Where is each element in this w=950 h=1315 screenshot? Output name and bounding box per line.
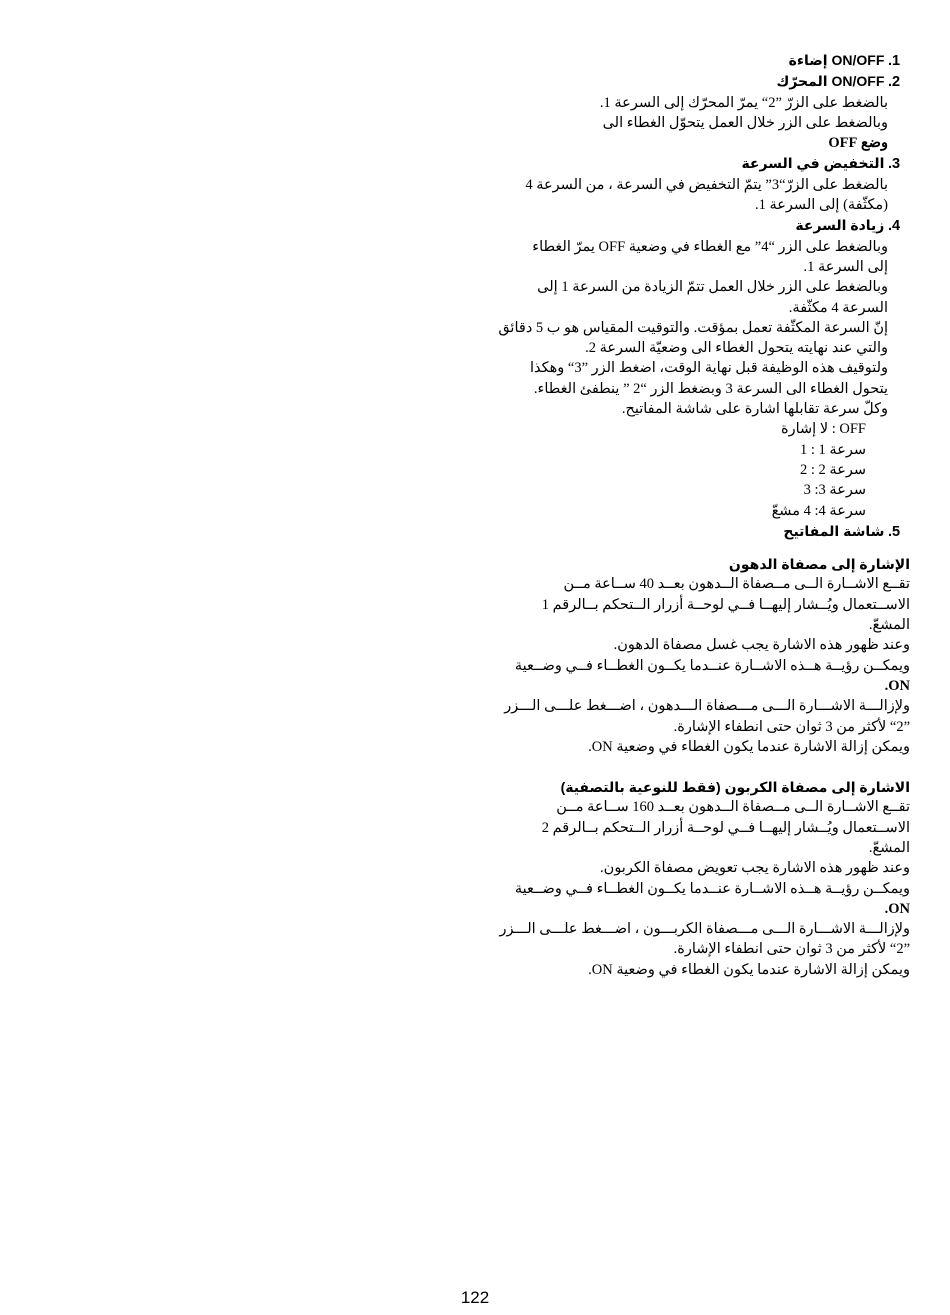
body-line: ولتوقيف هذه الوظيفة قبل نهاية الوقت، اضغط الزر ”3“ وهكذا — [529, 360, 888, 377]
body-line: ويمكن إزالة الاشارة عندما يكون الغطاء في وضعية ON. — [588, 738, 910, 755]
list-item — [490, 521, 910, 542]
body-line: السرعة 4 مكثّفة. — [788, 299, 888, 316]
speed-list — [490, 419, 888, 520]
list-item — [490, 215, 910, 236]
body-line: وضع OFF — [828, 135, 888, 152]
body-line: بالضغط على الزرّ“3” يتمّ التخفيض في السرعة ، من السرعة 4 — [525, 176, 888, 193]
list-item — [490, 71, 910, 92]
speed-line: سرعة 1 : 1 — [800, 441, 866, 458]
item-body — [490, 93, 910, 154]
section-title: الاشارة إلى مصفاة الكربون (فقط للنوعية بالتصفية) — [560, 779, 910, 796]
body-line: (مكثّفة) إلى السرعة 1. — [754, 197, 888, 214]
item-body — [490, 175, 910, 216]
item-title: زيادة السرعة — [795, 217, 885, 234]
item-number: 1. — [888, 53, 901, 69]
body-line: تقــع الاشــارة الــى مــصفاة الــدهون بعــد 160 ســاعة مــن — [556, 799, 910, 816]
page-number: 122 — [460, 1288, 490, 1307]
body-line: ”2“ لأكثر من 3 ثوان حتى انطفاء الإشارة. — [673, 718, 910, 735]
body-line: وعند ظهور هذه الاشارة يجب تعويض مصفاة الكربون. — [600, 860, 910, 877]
item-number: 2. — [888, 74, 901, 91]
section-title: الإشارة إلى مصفاة الدهون — [728, 556, 910, 573]
item-number: 5. — [888, 523, 901, 540]
body-line: تقــع الاشــارة الــى مــصفاة الــدهون بعــد 40 ســاعة مــن — [563, 576, 910, 593]
item-body — [490, 237, 910, 521]
item-title: ON/OFF إضاءة — [788, 52, 885, 68]
body-line: بالضغط على الزرّ ”2“ يمرّ المحرّك إلى السرعة 1. — [599, 94, 888, 111]
grease-filter-section — [490, 554, 910, 757]
speed-line: سرعة 3: 3 — [803, 482, 866, 499]
body-line: إلى السرعة 1. — [803, 258, 888, 275]
body-line: إنّ السرعة المكثّفة تعمل بمؤقت. والتوقيت المقياس هو ب 5 دقائق — [498, 319, 888, 336]
item-title: شاشة المفاتيح — [783, 522, 885, 539]
body-line: وبالضغط على الزر خلال العمل تتمّ الزيادة من السرعة 1 إلى — [537, 279, 888, 296]
body-line: المشعّ. — [868, 839, 910, 856]
list-item — [490, 153, 910, 174]
body-line: يتحول الغطاء الى السرعة 3 وبضغط الزر “2 ” ينطفئ الغطاء. — [533, 380, 888, 397]
body-line: المشعّ. — [868, 617, 910, 634]
body-line: الاســتعمال ويُــشار إليهــا فــي لوحــة أزرار الــتحكم بــالرقم 1 — [541, 596, 910, 613]
body-line: ولإزالـــة الاشـــارة الـــى مـــصفاة الـــدهون ، اضـــغط علـــى الـــزر — [504, 698, 910, 715]
instructions-column — [490, 50, 910, 980]
body-line: والتي عند نهايته يتحول الغطاء الى وضعيّة السرعة 2. — [585, 340, 888, 357]
body-line: وبالضغط على الزر خلال العمل يتحوّل الغطاء الى — [602, 114, 888, 131]
body-line: ON. — [884, 677, 910, 694]
body-line: ويمكــن رؤيــة هــذه الاشــارة عنــدما يكــون الغطــاء فــي وضــعية — [514, 880, 910, 897]
list-item — [490, 50, 910, 71]
item-title: التخفيض في السرعة — [741, 155, 885, 172]
body-line: ON. — [884, 900, 910, 917]
carbon-filter-section — [490, 777, 910, 980]
item-title: ON/OFF المحرّك — [776, 73, 885, 90]
speed-line: سرعة 4: 4 مشعّ — [771, 502, 866, 519]
body-line: الاســتعمال ويُــشار إليهــا فــي لوحــة أزرار الــتحكم بــالرقم 2 — [541, 819, 910, 836]
body-line: ويمكــن رؤيــة هــذه الاشــارة عنــدما يكــون الغطــاء فــي وضــعية — [514, 657, 910, 674]
body-line: وكلّ سرعة تقابلها اشارة على شاشة المفاتيح. — [621, 401, 888, 418]
speed-line: سرعة 2 : 2 — [800, 461, 866, 478]
body-line: وبالضغط على الزر “4” مع الغطاء في وضعية OFF يمرّ الغطاء — [532, 238, 888, 255]
body-line: ”2“ لأكثر من 3 ثوان حتى انطفاء الإشارة. — [673, 941, 910, 958]
item-number: 4. — [888, 218, 901, 235]
body-line: ولإزالـــة الاشـــارة الـــى مـــصفاة الكربـــون ، اضـــغط علـــى الـــزر — [499, 921, 910, 938]
item-number: 3. — [888, 156, 901, 173]
speed-line: OFF : لا إشارة — [781, 421, 866, 438]
body-line: وعند ظهور هذه الاشارة يجب غسل مصفاة الدهون. — [613, 637, 910, 654]
body-line: ويمكن إزالة الاشارة عندما يكون الغطاء في وضعية ON. — [588, 961, 910, 978]
